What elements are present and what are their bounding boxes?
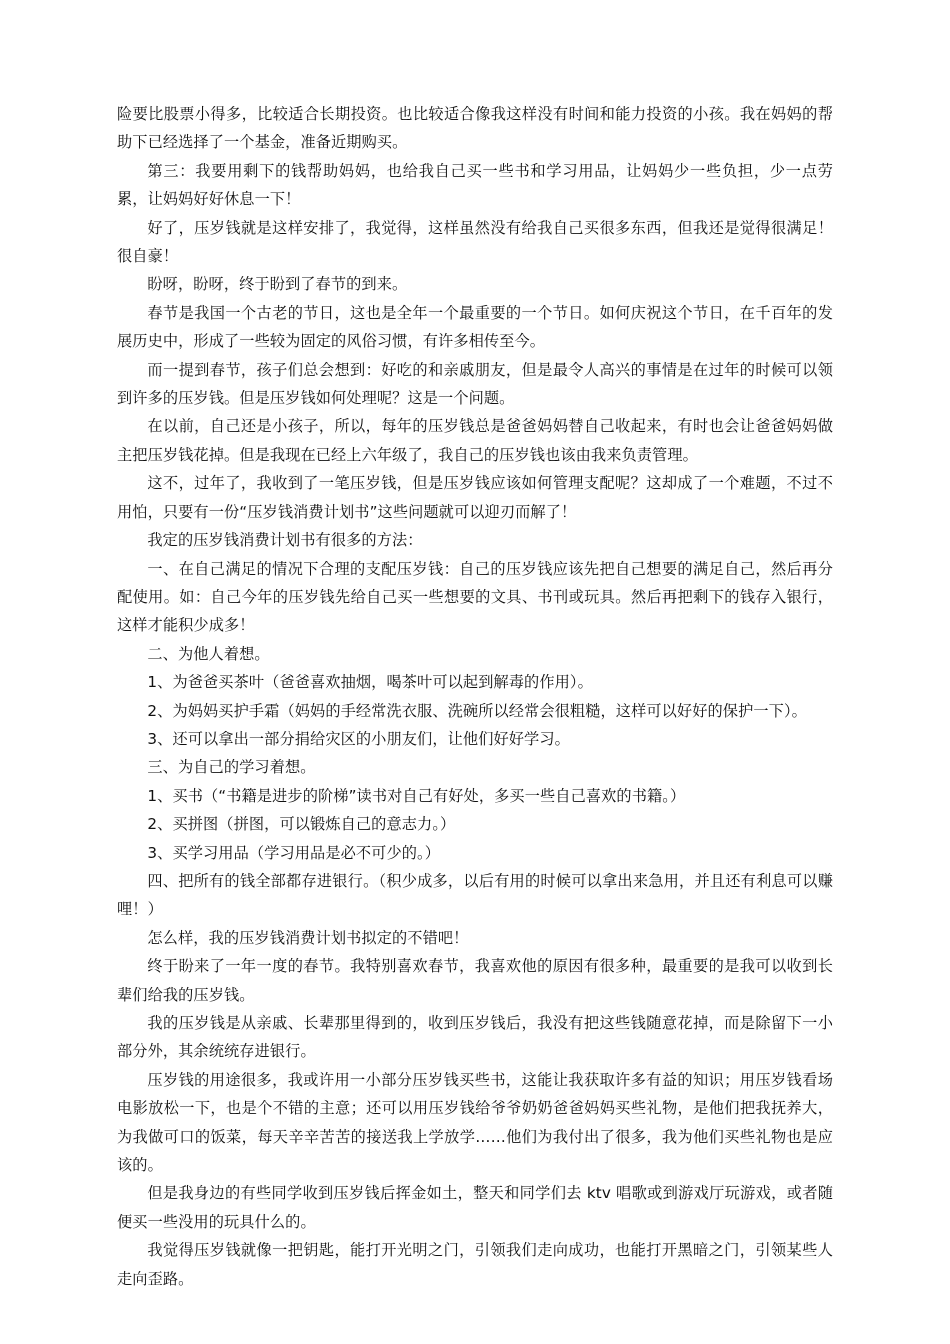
- paragraph: 我的压岁钱是从亲戚、长辈那里得到的，收到压岁钱后，我没有把这些钱随意花掉，而是除留下一小部分外，其余统统存进银行。: [117, 1014, 833, 1061]
- paragraph: 3、还可以拿出一部分捐给灾区的小朋友们，让他们好好学习。: [147, 729, 570, 748]
- paragraph: 1、买书（“书籍是进步的阶梯”读书对自己有好处，多买一些自己喜欢的书籍。）: [147, 786, 686, 805]
- paragraph: 盼呀，盼呀，终于盼到了春节的到来。: [147, 275, 408, 294]
- paragraph: 终于盼来了一年一度的春节。我特别喜欢春节，我喜欢他的原因有很多种，最重要的是我可以收到长辈们给我的压岁钱。: [117, 957, 833, 1004]
- paragraph: 四、把所有的钱全部都存进银行。（积少成多，以后有用的时候可以拿出来急用，并且还有利息可以赚哩！）: [117, 871, 833, 919]
- paragraph: 险要比股票小得多，比较适合长期投资。也比较适合像我这样没有时间和能力投资的小孩。我在妈妈的帮助下已经选择了一个基金，准备近期购买。: [117, 105, 833, 152]
- paragraph: 好了，压岁钱就是这样安排了，我觉得，这样虽然没有给我自己买很多东西，但我还是觉得很满足！很自豪！: [117, 218, 833, 266]
- paragraph: 第三：我要用剩下的钱帮助妈妈，也给我自己买一些书和学习用品，让妈妈少一些负担，少一点劳累，让妈妈好好休息一下！: [117, 161, 833, 209]
- document-body: [117, 100, 833, 1293]
- paragraph: 我觉得压岁钱就像一把钥匙，能打开光明之门，引领我们走向成功，也能打开黑暗之门，引领某些人走向歪路。: [117, 1241, 833, 1288]
- paragraph: 一、在自己满足的情况下合理的支配压岁钱：自己的压岁钱应该先把自己想要的满足自己，然后再分配使用。如：自己今年的压岁钱先给自己买一些想要的文具、书刊或玩具。然后再把剩下的钱存入银行，这样才能积少成多！: [117, 559, 833, 635]
- paragraph: 2、买拼图（拼图，可以锻炼自己的意志力。）: [147, 815, 456, 834]
- paragraph: 但是我身边的有些同学收到压岁钱后挥金如土，整天和同学们去 ktv 唱歌或到游戏厅玩游戏，或者随便买一些没用的玩具什么的。: [117, 1184, 833, 1231]
- paragraph: 怎么样，我的压岁钱消费计划书拟定的不错吧！: [147, 928, 469, 947]
- paragraph: 1、为爸爸买茶叶（爸爸喜欢抽烟，喝茶叶可以起到解毒的作用）。: [147, 673, 593, 692]
- paragraph: 我定的压岁钱消费计划书有很多的方法：: [147, 531, 423, 550]
- paragraph: 三、为自己的学习着想。: [147, 758, 316, 777]
- paragraph: 压岁钱的用途很多，我或许用一小部分压岁钱买些书，这能让我获取许多有益的知识；用压岁钱看场电影放松一下，也是个不错的主意；还可以用压岁钱给爷爷奶奶爸爸妈妈买些礼物，是他们把我抚养大，为我做可口的饭菜，每天辛辛苦苦的接送我上学放学……他们为我付出了很多，我为他们买些礼物也是应该的。: [117, 1070, 833, 1175]
- paragraph: 在以前，自己还是小孩子，所以，每年的压岁钱总是爸爸妈妈替自己收起来，有时也会让爸爸妈妈做主把压岁钱花掉。但是我现在已经上六年级了，我自己的压岁钱也该由我来负责管理。: [117, 417, 833, 464]
- paragraph: 3、买学习用品（学习用品是必不可少的。）: [147, 843, 441, 862]
- paragraph: 这不，过年了，我收到了一笔压岁钱，但是压岁钱应该如何管理支配呢？这却成了一个难题，不过不用怕，只要有一份“压岁钱消费计划书”这些问题就可以迎刃而解了！: [117, 474, 833, 521]
- paragraph: 春节是我国一个古老的节日，这也是全年一个最重要的一个节日。如何庆祝这个节日，在千百年的发展历史中，形成了一些较为固定的风俗习惯，有许多相传至今。: [117, 303, 833, 351]
- paragraph: 二、为他人着想。: [147, 644, 270, 663]
- paragraph: 而一提到春节，孩子们总会想到：好吃的和亲戚朋友，但是最令人高兴的事情是在过年的时候可以领到许多的压岁钱。但是压岁钱如何处理呢？这是一个问题。: [117, 360, 833, 408]
- paragraph: 2、为妈妈买护手霜（妈妈的手经常洗衣服、洗碗所以经常会很粗糙，这样可以好好的保护一下）。: [147, 701, 807, 720]
